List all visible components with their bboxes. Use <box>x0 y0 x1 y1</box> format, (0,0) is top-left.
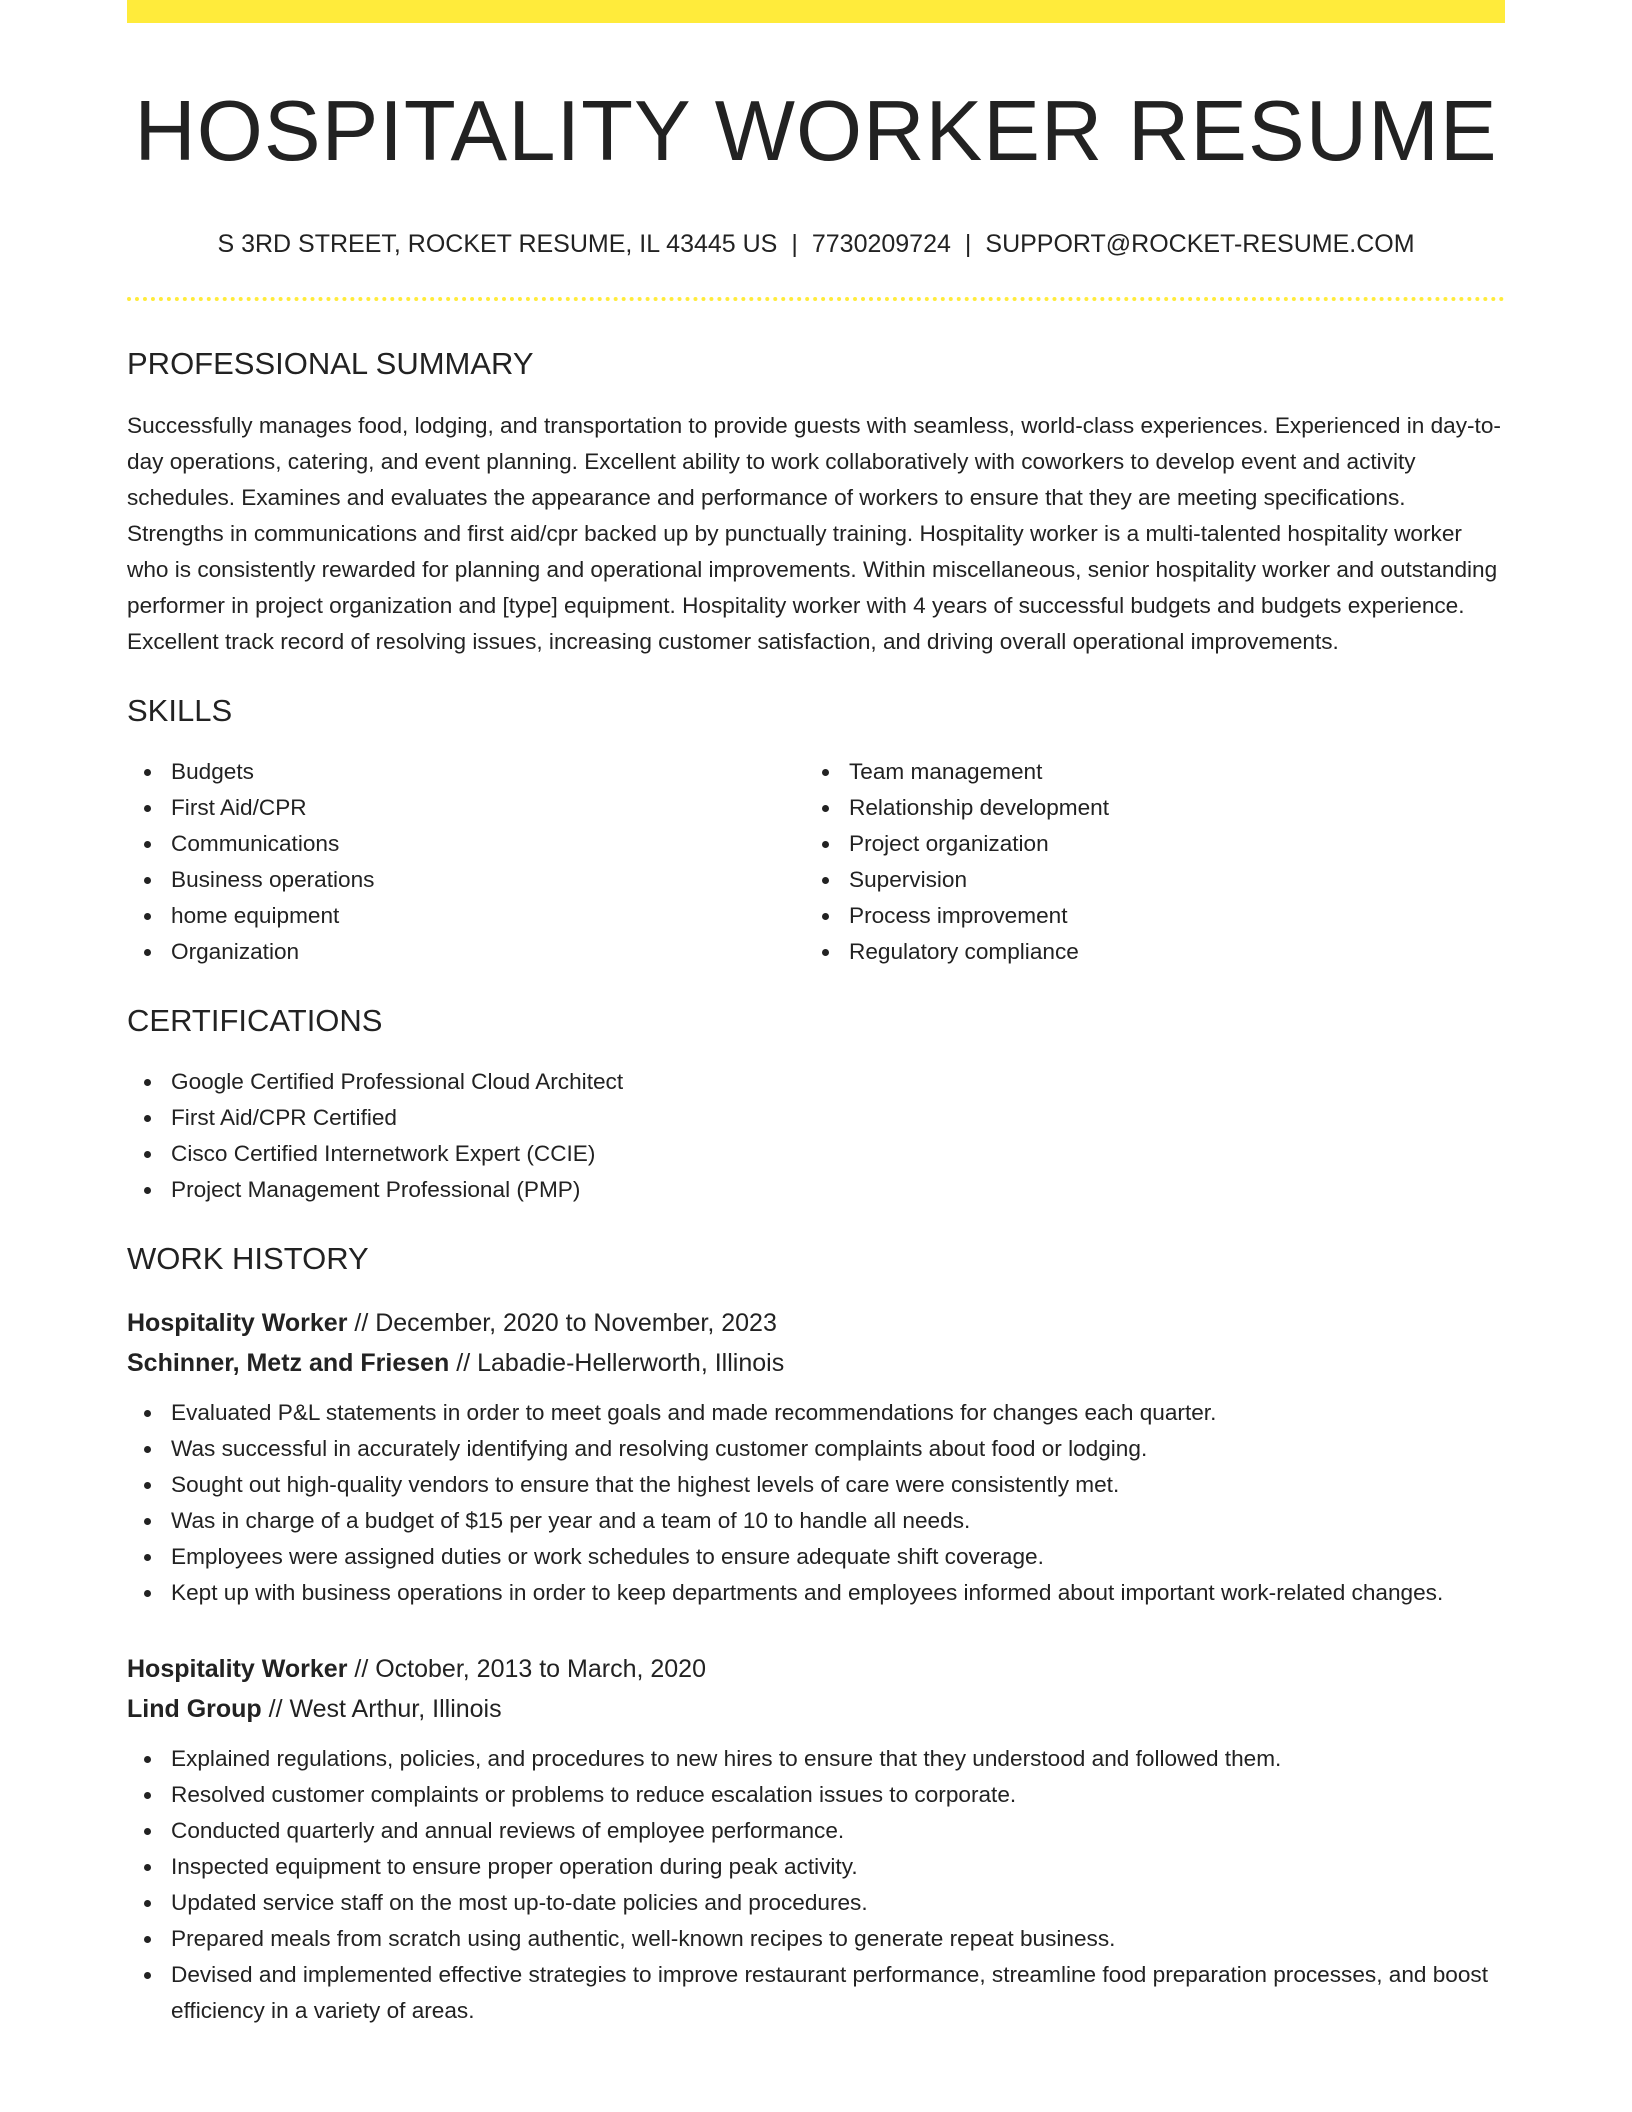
job-bullet: Devised and implemented effective strategies to improve restaurant performance, streamline food preparation processes, and boost efficiency in a variety of areas. <box>171 1957 1505 2029</box>
skills-heading: SKILLS <box>127 692 233 728</box>
skill-item: Team management <box>849 754 1483 790</box>
job-title-line <box>127 1303 1505 1343</box>
job-bullet: Was successful in accurately identifying and resolving customer complaints about food or lodging. <box>171 1431 1505 1467</box>
skill-item: Organization <box>171 934 805 970</box>
certifications-heading: CERTIFICATIONS <box>127 1002 383 1038</box>
contact-address: S 3RD STREET, ROCKET RESUME, IL 43445 US <box>217 229 778 258</box>
certification-item: First Aid/CPR Certified <box>171 1100 1505 1136</box>
job-entry <box>127 1303 1505 1611</box>
job-location: // West Arthur, Illinois <box>268 1695 502 1724</box>
contact-email: SUPPORT@ROCKET-RESUME.COM <box>985 229 1415 258</box>
job-location: // Labadie-Hellerworth, Illinois <box>456 1349 785 1378</box>
job-dates: // December, 2020 to November, 2023 <box>354 1309 777 1338</box>
contact-separator: | <box>791 229 798 258</box>
certifications-list <box>127 1064 1505 1208</box>
skill-item: Relationship development <box>849 790 1483 826</box>
job-dates: // October, 2013 to March, 2020 <box>354 1655 706 1684</box>
skill-item: Business operations <box>171 862 805 898</box>
skill-item: Supervision <box>849 862 1483 898</box>
contact-phone: 7730209724 <box>811 229 951 258</box>
job-company: Schinner, Metz and Friesen <box>127 1349 450 1378</box>
certification-item: Google Certified Professional Cloud Architect <box>171 1064 1505 1100</box>
summary-heading: PROFESSIONAL SUMMARY <box>127 345 534 381</box>
job-bullet: Prepared meals from scratch using authentic, well-known recipes to generate repeat business. <box>171 1921 1505 1957</box>
work-history-heading: WORK HISTORY <box>127 1241 369 1277</box>
skills-list-left <box>127 754 805 970</box>
dotted-divider <box>127 297 1505 301</box>
certifications-section <box>127 1002 1505 1208</box>
job-bullet: Sought out high-quality vendors to ensure that the highest levels of care were consistently met. <box>171 1467 1505 1503</box>
skills-column-right <box>805 754 1483 970</box>
certification-item: Project Management Professional (PMP) <box>171 1172 1505 1208</box>
top-accent-bar <box>127 0 1505 23</box>
skills-list-right <box>805 754 1483 970</box>
job-bullet: Conducted quarterly and annual reviews of employee performance. <box>171 1813 1505 1849</box>
skills-section <box>127 692 1505 970</box>
job-company-line <box>127 1689 1505 1729</box>
job-title: Hospitality Worker <box>127 1309 348 1338</box>
skill-item: Budgets <box>171 754 805 790</box>
certification-item: Cisco Certified Internetwork Expert (CCIE) <box>171 1136 1505 1172</box>
professional-summary-section <box>127 345 1505 660</box>
job-entry <box>127 1649 1505 2029</box>
job-bullet: Was in charge of a budget of $15 per year and a team of 10 to handle all needs. <box>171 1503 1505 1539</box>
skill-item: First Aid/CPR <box>171 790 805 826</box>
skill-item: Regulatory compliance <box>849 934 1483 970</box>
job-bullet: Explained regulations, policies, and procedures to new hires to ensure that they understood and followed them. <box>171 1741 1505 1777</box>
skills-column-left <box>127 754 805 970</box>
job-bullet: Resolved customer complaints or problems to reduce escalation issues to corporate. <box>171 1777 1505 1813</box>
job-bullet: Updated service staff on the most up-to-date policies and procedures. <box>171 1885 1505 1921</box>
job-bullets <box>127 1395 1505 1611</box>
resume-title: HOSPITALITY WORKER RESUME <box>134 84 1498 179</box>
contact-line <box>127 229 1505 259</box>
job-company: Lind Group <box>127 1695 262 1724</box>
job-bullet: Evaluated P&L statements in order to meet goals and made recommendations for changes each quarter. <box>171 1395 1505 1431</box>
job-bullet: Employees were assigned duties or work schedules to ensure adequate shift coverage. <box>171 1539 1505 1575</box>
job-company-line <box>127 1343 1505 1383</box>
job-bullets <box>127 1741 1505 2029</box>
skill-item: home equipment <box>171 898 805 934</box>
skill-item: Communications <box>171 826 805 862</box>
skills-grid <box>127 754 1505 970</box>
job-bullet: Kept up with business operations in order to keep departments and employees informed about important work-related changes. <box>171 1575 1505 1611</box>
contact-separator: | <box>964 229 972 258</box>
job-bullet: Inspected equipment to ensure proper operation during peak activity. <box>171 1849 1505 1885</box>
resume-page <box>127 0 1505 2029</box>
work-history-section <box>127 1240 1505 2029</box>
job-title: Hospitality Worker <box>127 1655 348 1684</box>
job-title-line <box>127 1649 1505 1689</box>
skill-item: Process improvement <box>849 898 1483 934</box>
skill-item: Project organization <box>849 826 1483 862</box>
summary-text: Successfully manages food, lodging, and transportation to provide guests with seamless, world-class experiences. Experienced in day-to-day operations, catering, and event planning. Excellent ability to work collaboratively with coworkers to develop event and activity schedules. Examines and evaluates the appearance and performance of workers to ensure that they are meeting specifications. Strengths in communications and first aid/cpr backed up by punctually training. Hospitality worker is a multi-talented hospitality worker who is consistently rewarded for planning and operational improvements. Within miscellaneous, senior hospitality worker and outstanding performer in project organization and [type] equipment. Hospitality worker with 4 years of successful budgets and budgets experience. Excellent track record of resolving issues, increasing customer satisfaction, and driving overall operational improvements. <box>127 412 1501 654</box>
